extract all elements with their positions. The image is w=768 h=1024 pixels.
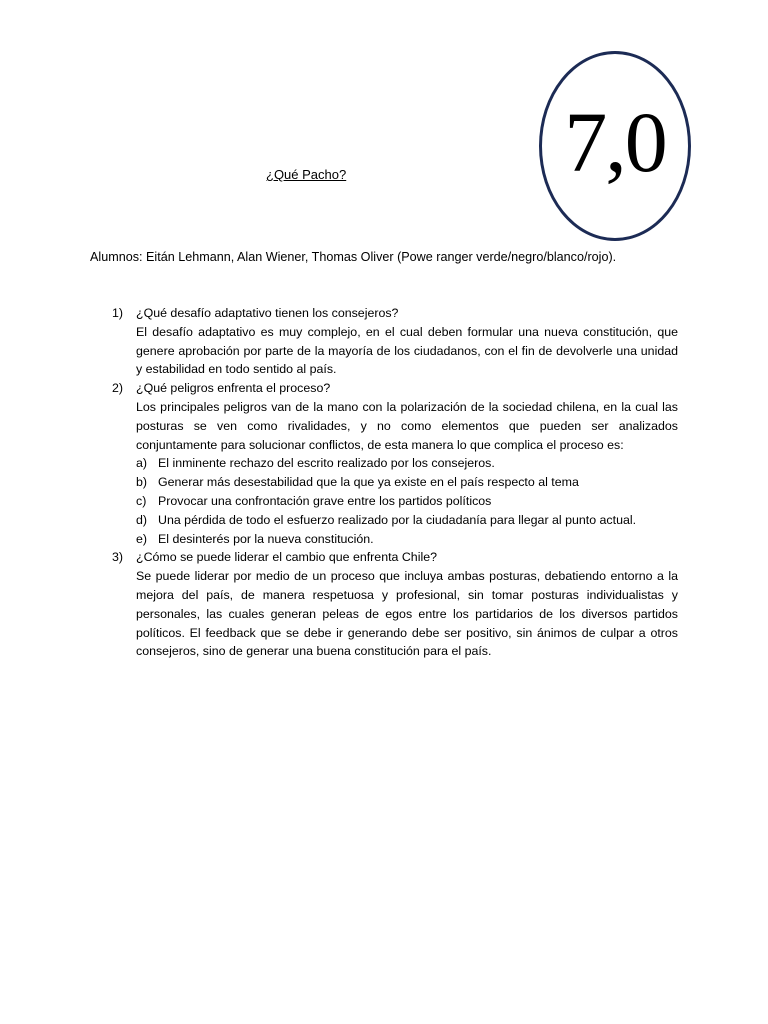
- list-item: [136, 530, 678, 549]
- question-item-1: [112, 304, 678, 379]
- list-item-letter: b): [136, 475, 148, 490]
- list-item-letter: c): [136, 493, 147, 508]
- question-item-3: [112, 548, 678, 661]
- list-item-text: El desinterés por la nueva constitución.: [158, 531, 374, 546]
- answer-text: El desafío adaptativo es muy complejo, en el cual deben formular una nueva constitución, que genere aprobación por parte de la mayoría de los ciudadanos, con el fin de devolverle una unidad y estabilidad en todo sentido al país.: [136, 324, 678, 377]
- grade-value: 7,0: [564, 94, 666, 190]
- question-number: 3): [112, 550, 124, 565]
- question-text: ¿Cómo se puede liderar el cambio que enfrenta Chile?: [136, 550, 437, 565]
- question-text: ¿Qué desafío adaptativo tienen los consejeros?: [136, 306, 399, 320]
- document-title: ¿Qué Pacho?: [266, 167, 347, 182]
- list-item: [136, 492, 678, 511]
- list-item-letter: a): [136, 456, 148, 471]
- students-line: Alumnos: Eitán Lehmann, Alan Wiener, Thomas Oliver (Powe ranger verde/negro/blanco/rojo).: [90, 250, 617, 264]
- answer-text: Se puede liderar por medio de un proceso que incluya ambas posturas, debatiendo entorno a la mejora del país, de manera respetuosa y profesional, sin tomar posturas individualistas y personales, las cuales generan peleas de egos entre los partidarios de los diversos partidos políticos. El feedback que se debe ir generando debe ser positivo, sin ánimos de culpar a otros consejeros, sino de generar una buena constitución para el país.: [136, 569, 678, 659]
- list-item: [136, 473, 678, 492]
- grade-stamp: [539, 51, 691, 241]
- list-item-text: El inminente rechazo del escrito realizado por los consejeros.: [158, 456, 495, 471]
- list-item: [136, 454, 678, 473]
- question-number: 1): [112, 306, 124, 320]
- answer-text: Los principales peligros van de la mano con la polarización de la sociedad chilena, en la cual las posturas se ven como rivalidades, y no como elementos que pueden ser analizados conjuntamente para solucionar conflictos, de esta manera lo que complica el proceso es:: [136, 399, 678, 452]
- list-item-text: Una pérdida de todo el esfuerzo realizado por la ciudadanía para llegar al punto actual.: [158, 512, 637, 527]
- question-item-2: [112, 379, 678, 548]
- question-list: [112, 304, 678, 661]
- list-item-letter: d): [136, 512, 148, 527]
- question-number: 2): [112, 381, 124, 396]
- list-item: [136, 511, 678, 530]
- risk-list: [136, 454, 678, 548]
- question-text: ¿Qué peligros enfrenta el proceso?: [136, 381, 331, 396]
- list-item-text: Provocar una confrontación grave entre los partidos políticos: [158, 493, 492, 508]
- list-item-letter: e): [136, 531, 148, 546]
- list-item-text: Generar más desestabilidad que la que ya existe en el país respecto al tema: [158, 475, 579, 490]
